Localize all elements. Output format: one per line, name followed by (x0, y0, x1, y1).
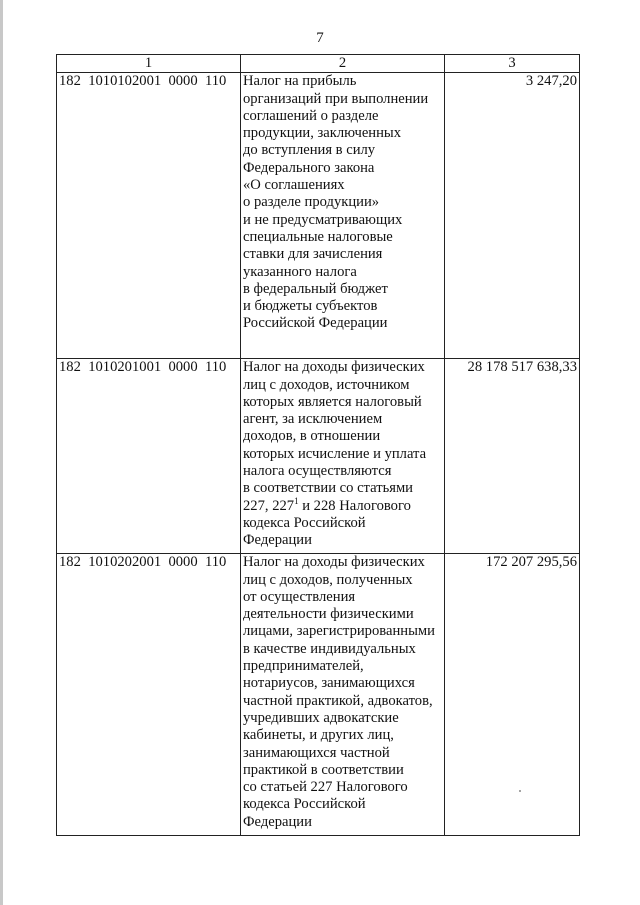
description-line: ставки для зачисления (243, 246, 383, 263)
description-line: кодекса Российской (243, 796, 366, 813)
description-line: практикой в соответствии (243, 761, 404, 778)
amount: 28 178 517 638,33 (445, 359, 580, 554)
description-line: в соответствии со статьями (243, 480, 413, 497)
description-line: кабинеты, и других лиц, (243, 727, 394, 744)
article-ref-suffix: и 228 Налогового (298, 497, 411, 514)
description-line: кодекса Российской (243, 514, 366, 531)
description-line: в федеральный бюджет (243, 280, 388, 297)
description-line: продукции, заключенных (243, 125, 402, 142)
description-line: налога осуществляются (243, 463, 392, 480)
description-line: которых исчисление и уплата (243, 445, 427, 462)
description-line: организаций при выполнении (243, 90, 429, 107)
tax-description (241, 359, 445, 554)
budget-code: 182 1010102001 0000 110 (57, 73, 241, 359)
description-line: Федерального закона (243, 159, 375, 176)
description-line: и бюджеты субъектов (243, 298, 378, 315)
revenue-table (56, 54, 580, 836)
page-number: 7 (316, 30, 324, 46)
description-line: и не предусматривающих (243, 211, 403, 228)
table-header-row (57, 55, 580, 73)
description-line: Российской Федерации (243, 315, 388, 332)
description-line: «О соглашениях (243, 177, 345, 194)
description-line: агент, за исключением (243, 411, 383, 428)
column-header-1: 1 (57, 55, 241, 73)
description-line: частной практикой, адвокатов, (243, 692, 433, 709)
description-line: которых является налоговый (243, 393, 422, 410)
description-line: учредивших адвокатские (243, 709, 399, 726)
tax-description (241, 73, 445, 359)
description-line: нотариусов, занимающихся (243, 675, 415, 692)
description-line: в качестве индивидуальных (243, 640, 416, 657)
description-line: Федерации (243, 813, 312, 830)
table-row (57, 554, 580, 836)
description-line: Налог на прибыль (243, 73, 357, 90)
description-line: Налог на доходы физических (243, 359, 425, 376)
description-line: от осуществления (243, 588, 356, 605)
table-row (57, 359, 580, 554)
description-line-article-refs (243, 495, 442, 515)
description-line: до вступления в силу (243, 142, 376, 159)
description-line: лицами, зарегистрированными (243, 623, 435, 640)
article-ref-text: 227, 227 (243, 497, 295, 514)
description-line: предпринимателей, (243, 658, 364, 675)
scan-edge (0, 0, 3, 905)
column-header-2: 2 (241, 55, 445, 73)
budget-code: 182 1010202001 0000 110 (57, 554, 241, 836)
description-line: деятельности физическими (243, 606, 414, 623)
scan-speck (519, 790, 521, 792)
amount: 3 247,20 (445, 73, 580, 359)
article-superscript: 1 (294, 495, 299, 506)
amount: 172 207 295,56 (445, 554, 580, 836)
description-line: специальные налоговые (243, 228, 393, 245)
description-line: лиц с доходов, полученных (243, 571, 413, 588)
description-line: о разделе продукции» (243, 194, 380, 211)
description-line: лиц с доходов, источником (243, 376, 410, 393)
description-line: соглашений о разделе (243, 107, 379, 124)
description-line: доходов, в отношении (243, 428, 381, 445)
description-line: указанного налога (243, 263, 357, 280)
table-row (57, 73, 580, 359)
column-header-3: 3 (445, 55, 580, 73)
description-line: Федерации (243, 532, 312, 549)
description-line: занимающихся частной (243, 744, 390, 761)
budget-code: 182 1010201001 0000 110 (57, 359, 241, 554)
tax-description (241, 554, 445, 836)
description-line: со статьей 227 Налогового (243, 779, 408, 796)
description-line: Налог на доходы физических (243, 554, 425, 571)
